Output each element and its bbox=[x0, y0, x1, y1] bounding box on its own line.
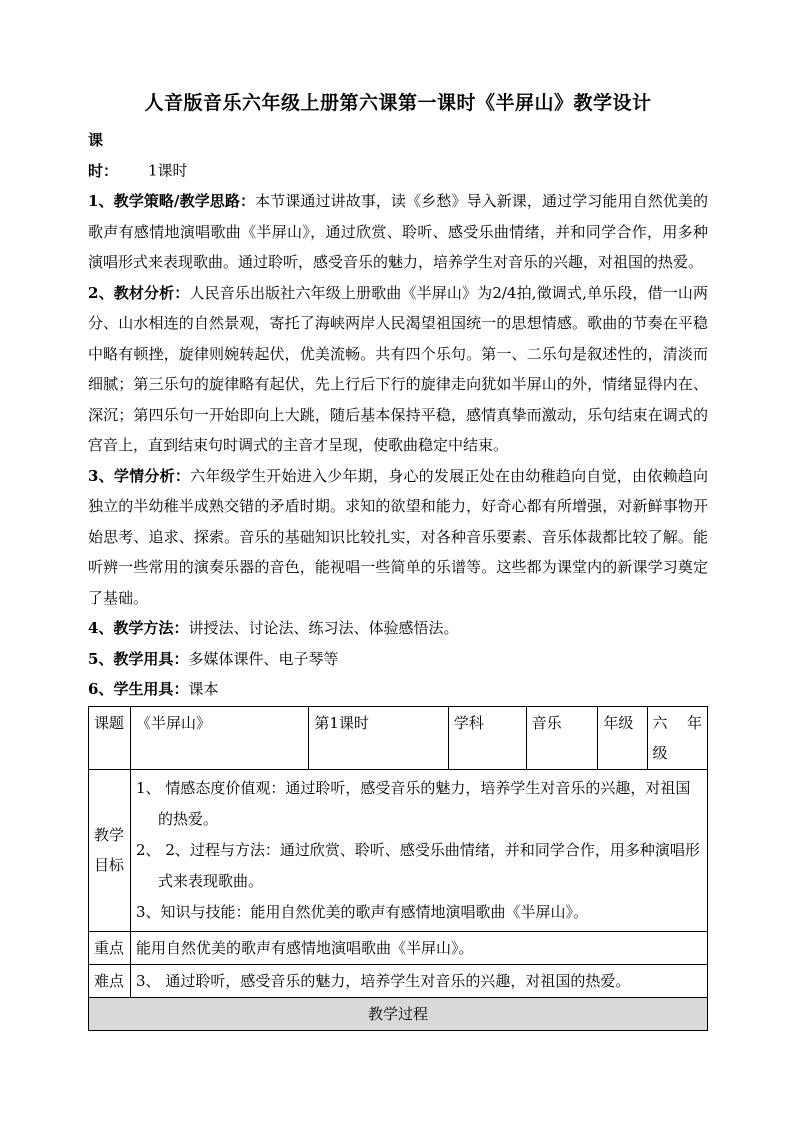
topic-label-cell: 课题 bbox=[89, 706, 131, 769]
section-strategy-label: 1、教学策略/教学思路： bbox=[88, 192, 256, 210]
difficulty-label-cell: 难点 bbox=[89, 964, 131, 997]
lesson-hours-label: 课 时： bbox=[88, 131, 134, 180]
section-teaching-methods-text: 讲授法、讨论法、练习法、体验感悟法。 bbox=[188, 619, 459, 637]
section-material-analysis-text: 人民音乐出版社六年级上册歌曲《半屏山》为2/4拍,徵调式,单乐段，借一山两分、山水相连的自然景观，寄托了海峡两岸人民渴望祖国统一的思想情感。歌曲的节奏在平稳中略有顿挫，旋律则婉转起伏，优美流畅。共有四个乐句。第一、二乐句是叙述性的，清淡而细腻；第三乐句的旋律略有起伏，先上行后下行的旋律走向犹如半屏山的外，情绪显得内在、深沉；第四乐句一开始即向上大跳，随后基本保持平稳，感情真挚而激动，乐句结束在调式的宫音上，直到结束句时调式的主音才呈现，使歌曲稳定中结束。 bbox=[88, 283, 708, 454]
table-row-difficulty bbox=[89, 964, 708, 997]
section-teaching-tools bbox=[88, 644, 708, 675]
section-teaching-tools-text: 多媒体课件、电子琴等 bbox=[188, 649, 339, 668]
section-teaching-tools-label: 5、教学用具： bbox=[88, 649, 189, 668]
table-row-topic bbox=[89, 706, 708, 769]
section-student-tools-text: 课本 bbox=[188, 680, 219, 698]
section-strategy-text: 本节课通过讲故事，读《乡愁》导入新课，通过学习能用自然优美的歌声有感情地演唱歌曲《半屏山》，通过欣赏、聆听、感受乐曲情绪，并和同学合作，用多种演唱形式来表现歌曲。通过聆听，感受音乐的魅力，培养学生对音乐的兴趣，对祖国的热爱。 bbox=[88, 192, 708, 271]
table-row-goals bbox=[89, 769, 708, 931]
section-student-tools bbox=[88, 674, 708, 705]
key-point-text-cell: 能用自然优美的歌声有感情地演唱歌曲《半屏山》。 bbox=[131, 931, 708, 964]
section-student-analysis-text: 六年级学生开始进入少年期，身心的发展正处在由幼稚趋向自觉，由依赖趋向独立的半幼稚半成熟交错的矛盾时期。求知的欲望和能力，好奇心都有所增强，对新鲜事物开始思考、追求、探索。音乐的基础知识比较扎实，对各种音乐要素、音乐体裁都比较了解。能听辨一些常用的演奏乐器的音色，能视唱一些简单的乐谱等。这些都为课堂内的新课学习奠定了基础。 bbox=[88, 466, 708, 607]
table-row-process-header bbox=[89, 997, 708, 1030]
key-point-label-cell: 重点 bbox=[89, 931, 131, 964]
goal-item-emotion: 1、 情感态度价值观：通过聆听，感受音乐的魅力，培养学生对音乐的兴趣，对祖国的热爱。 bbox=[136, 778, 691, 828]
document-title: 人音版音乐六年级上册第六课第一课时《半屏山》教学设计 bbox=[144, 92, 652, 114]
table-row-key-point bbox=[89, 931, 708, 964]
section-teaching-methods-label: 4、教学方法： bbox=[88, 619, 189, 637]
topic-value-cell: 《半屏山》 bbox=[131, 706, 309, 769]
goal-item-process: 2、 2、过程与方法：通过欣赏、聆听、感受乐曲情绪，并和同学合作，用多种演唱形式来表现歌曲。 bbox=[136, 840, 700, 890]
teaching-process-header: 教学过程 bbox=[89, 997, 708, 1030]
lesson-hours-value: 1课时 bbox=[148, 161, 188, 180]
lesson-hours-line bbox=[88, 125, 708, 186]
subject-label-cell: 学科 bbox=[448, 706, 526, 769]
goals-content-cell bbox=[131, 769, 708, 931]
grade-value-cell: 六 年级 bbox=[647, 706, 708, 769]
section-material-analysis-label: 2、教材分析： bbox=[88, 283, 190, 302]
grade-label-cell: 年级 bbox=[598, 706, 647, 769]
goals-label-cell: 教学目标 bbox=[89, 769, 131, 931]
section-material-analysis bbox=[88, 278, 708, 461]
lesson-plan-table bbox=[88, 706, 708, 1031]
section-teaching-methods bbox=[88, 613, 708, 644]
section-student-tools-label: 6、学生用具： bbox=[88, 680, 189, 698]
difficulty-text-cell: 3、 通过聆听，感受音乐的魅力，培养学生对音乐的兴趣，对祖国的热爱。 bbox=[131, 964, 708, 997]
section-strategy bbox=[88, 186, 708, 278]
document-page bbox=[88, 80, 708, 1031]
section-student-analysis-label: 3、学情分析： bbox=[88, 466, 191, 485]
lesson-number-cell: 第1课时 bbox=[309, 706, 448, 769]
section-student-analysis bbox=[88, 461, 708, 614]
goal-item-knowledge: 3、知识与技能：能用自然优美的歌声有感情地演唱歌曲《半屏山》。 bbox=[136, 902, 589, 921]
subject-value-cell: 音乐 bbox=[526, 706, 598, 769]
